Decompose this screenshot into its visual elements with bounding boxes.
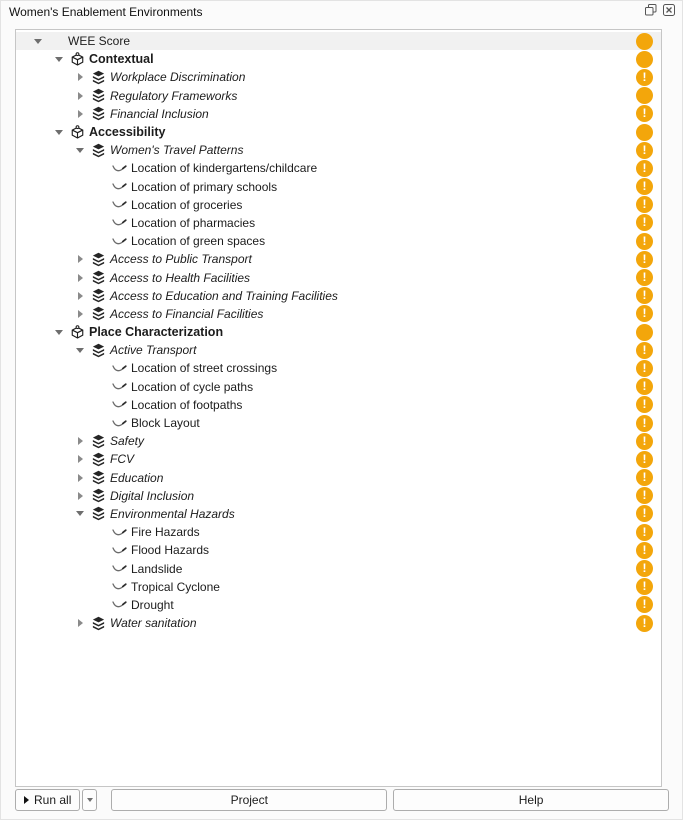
tree-row[interactable] (16, 541, 661, 559)
status-exclamation-icon: ! (636, 214, 653, 231)
tree-row[interactable] (16, 232, 661, 250)
expander-arrow[interactable] (72, 437, 88, 445)
indicator-icon (109, 399, 129, 410)
status-exclamation-icon: ! (636, 233, 653, 250)
expander-arrow[interactable] (51, 130, 67, 135)
status-exclamation-icon: ! (636, 433, 653, 450)
tree-row[interactable] (16, 596, 661, 614)
status-exclamation-icon: ! (636, 269, 653, 286)
float-icon (645, 4, 657, 19)
tree-row[interactable] (16, 432, 661, 450)
layers-icon (88, 143, 108, 158)
status-exclamation-icon: ! (636, 160, 653, 177)
item-label: Education (110, 470, 164, 485)
status-exclamation-icon: ! (636, 505, 653, 522)
chevron-down-icon (87, 798, 93, 802)
tree-row[interactable] (16, 578, 661, 596)
cube-icon (67, 125, 87, 140)
layers-icon (88, 343, 108, 358)
status-exclamation-icon: ! (636, 305, 653, 322)
tree-row[interactable] (16, 178, 661, 196)
layers-icon (88, 252, 108, 267)
item-label: Safety (110, 434, 145, 449)
expander-arrow[interactable] (72, 619, 88, 627)
item-label: Place Characterization (89, 325, 224, 340)
tree (15, 29, 662, 787)
status-exclamation-icon: ! (636, 69, 653, 86)
item-label: Water sanitation (110, 616, 197, 631)
layers-icon (88, 434, 108, 449)
item-label: Tropical Cyclone (131, 579, 220, 594)
status-dot-icon (636, 33, 653, 50)
tree-row[interactable] (16, 450, 661, 468)
status-exclamation-icon: ! (636, 142, 653, 159)
layers-icon (88, 88, 108, 103)
item-label: Block Layout (131, 416, 200, 431)
tree-row[interactable] (16, 141, 661, 159)
help-button[interactable]: Help (393, 789, 669, 811)
item-label: Landslide (131, 561, 183, 576)
tree-row[interactable] (16, 214, 661, 232)
item-label: Women's Travel Patterns (110, 143, 244, 158)
item-label: Drought (131, 597, 174, 612)
layers-icon (88, 488, 108, 503)
status-exclamation-icon: ! (636, 178, 653, 195)
titlebar (1, 1, 682, 25)
status-exclamation-icon: ! (636, 251, 653, 268)
indicator-icon (109, 381, 129, 392)
tree-row[interactable] (16, 250, 661, 268)
indicator-icon (109, 217, 129, 228)
cube-icon (67, 52, 87, 67)
item-label: Access to Education and Training Facilities (110, 288, 338, 303)
tree-row[interactable] (16, 50, 661, 68)
layers-icon (88, 506, 108, 521)
indicator-icon (109, 545, 129, 556)
project-button[interactable]: Project (111, 789, 387, 811)
indicator-icon (109, 163, 129, 174)
item-label: Location of kindergartens/childcare (131, 161, 318, 176)
status-exclamation-icon: ! (636, 396, 653, 413)
tree-row[interactable] (16, 32, 661, 50)
tree-row[interactable] (16, 559, 661, 577)
item-label: Location of primary schools (131, 179, 278, 194)
item-label: Flood Hazards (131, 543, 210, 558)
status-exclamation-icon: ! (636, 378, 653, 395)
tree-row[interactable] (16, 396, 661, 414)
item-label: Financial Inclusion (110, 106, 209, 121)
tree-row[interactable] (16, 123, 661, 141)
indicator-icon (109, 581, 129, 592)
status-exclamation-icon: ! (636, 360, 653, 377)
window-title: Women's Enablement Environments (9, 5, 203, 19)
expander-arrow[interactable] (51, 330, 67, 335)
status-exclamation-icon: ! (636, 469, 653, 486)
tree-row[interactable] (16, 359, 661, 377)
indicator-icon (109, 236, 129, 247)
expander-arrow[interactable] (72, 348, 88, 353)
indicator-icon (109, 363, 129, 374)
tree-row[interactable] (16, 305, 661, 323)
item-label: Access to Public Transport (110, 252, 252, 267)
status-exclamation-icon: ! (636, 560, 653, 577)
tree-row[interactable] (16, 287, 661, 305)
indicator-icon (109, 181, 129, 192)
tree-row[interactable] (16, 196, 661, 214)
item-label: Location of cycle paths (131, 379, 254, 394)
window-controls (644, 4, 676, 18)
status-dot-icon (636, 324, 653, 341)
status-exclamation-icon: ! (636, 542, 653, 559)
tree-row[interactable] (16, 87, 661, 105)
status-exclamation-icon: ! (636, 596, 653, 613)
tree-row[interactable] (16, 505, 661, 523)
tree-row[interactable] (16, 68, 661, 86)
layers-icon (88, 452, 108, 467)
status-dot-icon (636, 51, 653, 68)
status-exclamation-icon: ! (636, 578, 653, 595)
layers-icon (88, 306, 108, 321)
cube-icon (67, 325, 87, 340)
tree-row[interactable] (16, 414, 661, 432)
layers-icon (88, 70, 108, 85)
expander-arrow[interactable] (72, 455, 88, 463)
expander-arrow[interactable] (72, 274, 88, 282)
footer (15, 789, 669, 811)
item-label: WEE Score (68, 34, 131, 49)
tree-row[interactable] (16, 323, 661, 341)
tree-row[interactable] (16, 523, 661, 541)
status-exclamation-icon: ! (636, 287, 653, 304)
status-exclamation-icon: ! (636, 451, 653, 468)
layers-icon (88, 288, 108, 303)
item-label: Accessibility (89, 125, 166, 140)
expander-arrow[interactable] (72, 73, 88, 81)
item-label: Environmental Hazards (110, 506, 235, 521)
status-dot-icon (636, 124, 653, 141)
tree-row[interactable] (16, 378, 661, 396)
tree-row[interactable] (16, 341, 661, 359)
expander-arrow[interactable] (72, 255, 88, 263)
run-all-label: Run all (34, 793, 72, 807)
layers-icon (88, 616, 108, 631)
expander-arrow[interactable] (72, 511, 88, 516)
item-label: Access to Health Facilities (110, 270, 251, 285)
status-exclamation-icon: ! (636, 615, 653, 632)
tree-row[interactable] (16, 105, 661, 123)
status-exclamation-icon: ! (636, 342, 653, 359)
layers-icon (88, 270, 108, 285)
layers-icon (88, 470, 108, 485)
close-icon (663, 4, 675, 19)
tree-row[interactable] (16, 614, 661, 632)
indicator-icon (109, 599, 129, 610)
expander-arrow[interactable] (72, 110, 88, 118)
status-dot-icon (636, 87, 653, 104)
tree-row[interactable] (16, 268, 661, 286)
item-label: Fire Hazards (131, 525, 200, 540)
expander-arrow[interactable] (72, 310, 88, 318)
expander-arrow[interactable] (30, 39, 46, 44)
play-icon (24, 796, 29, 804)
status-exclamation-icon: ! (636, 196, 653, 213)
status-exclamation-icon: ! (636, 105, 653, 122)
tree-row[interactable] (16, 159, 661, 177)
item-label: Digital Inclusion (110, 488, 195, 503)
close-window-button[interactable] (662, 4, 676, 18)
expander-arrow[interactable] (51, 57, 67, 62)
item-label: Active Transport (110, 343, 197, 358)
item-label: Regulatory Frameworks (110, 88, 238, 103)
layers-icon (88, 106, 108, 121)
run-all-button[interactable] (15, 789, 80, 811)
float-window-button[interactable] (644, 4, 658, 18)
tree-row[interactable] (16, 469, 661, 487)
expander-arrow[interactable] (72, 492, 88, 500)
status-exclamation-icon: ! (636, 487, 653, 504)
item-label: Location of footpaths (131, 397, 243, 412)
item-label: FCV (110, 452, 134, 467)
item-label: Contextual (89, 52, 154, 67)
tree-row[interactable] (16, 487, 661, 505)
indicator-icon (109, 418, 129, 429)
run-all-dropdown-button[interactable] (82, 789, 97, 811)
indicator-icon (109, 563, 129, 574)
expander-arrow[interactable] (72, 148, 88, 153)
item-label: Location of green spaces (131, 234, 266, 249)
expander-arrow[interactable] (72, 92, 88, 100)
item-label: Location of pharmacies (131, 215, 256, 230)
expander-arrow[interactable] (72, 474, 88, 482)
status-exclamation-icon: ! (636, 415, 653, 432)
indicator-icon (109, 527, 129, 538)
expander-arrow[interactable] (72, 292, 88, 300)
indicator-icon (109, 199, 129, 210)
item-label: Access to Financial Facilities (110, 306, 264, 321)
status-exclamation-icon: ! (636, 524, 653, 541)
item-label: Location of street crossings (131, 361, 278, 376)
run-all-split-button (15, 789, 97, 811)
item-label: Workplace Discrimination (110, 70, 246, 85)
item-label: Location of groceries (131, 197, 243, 212)
